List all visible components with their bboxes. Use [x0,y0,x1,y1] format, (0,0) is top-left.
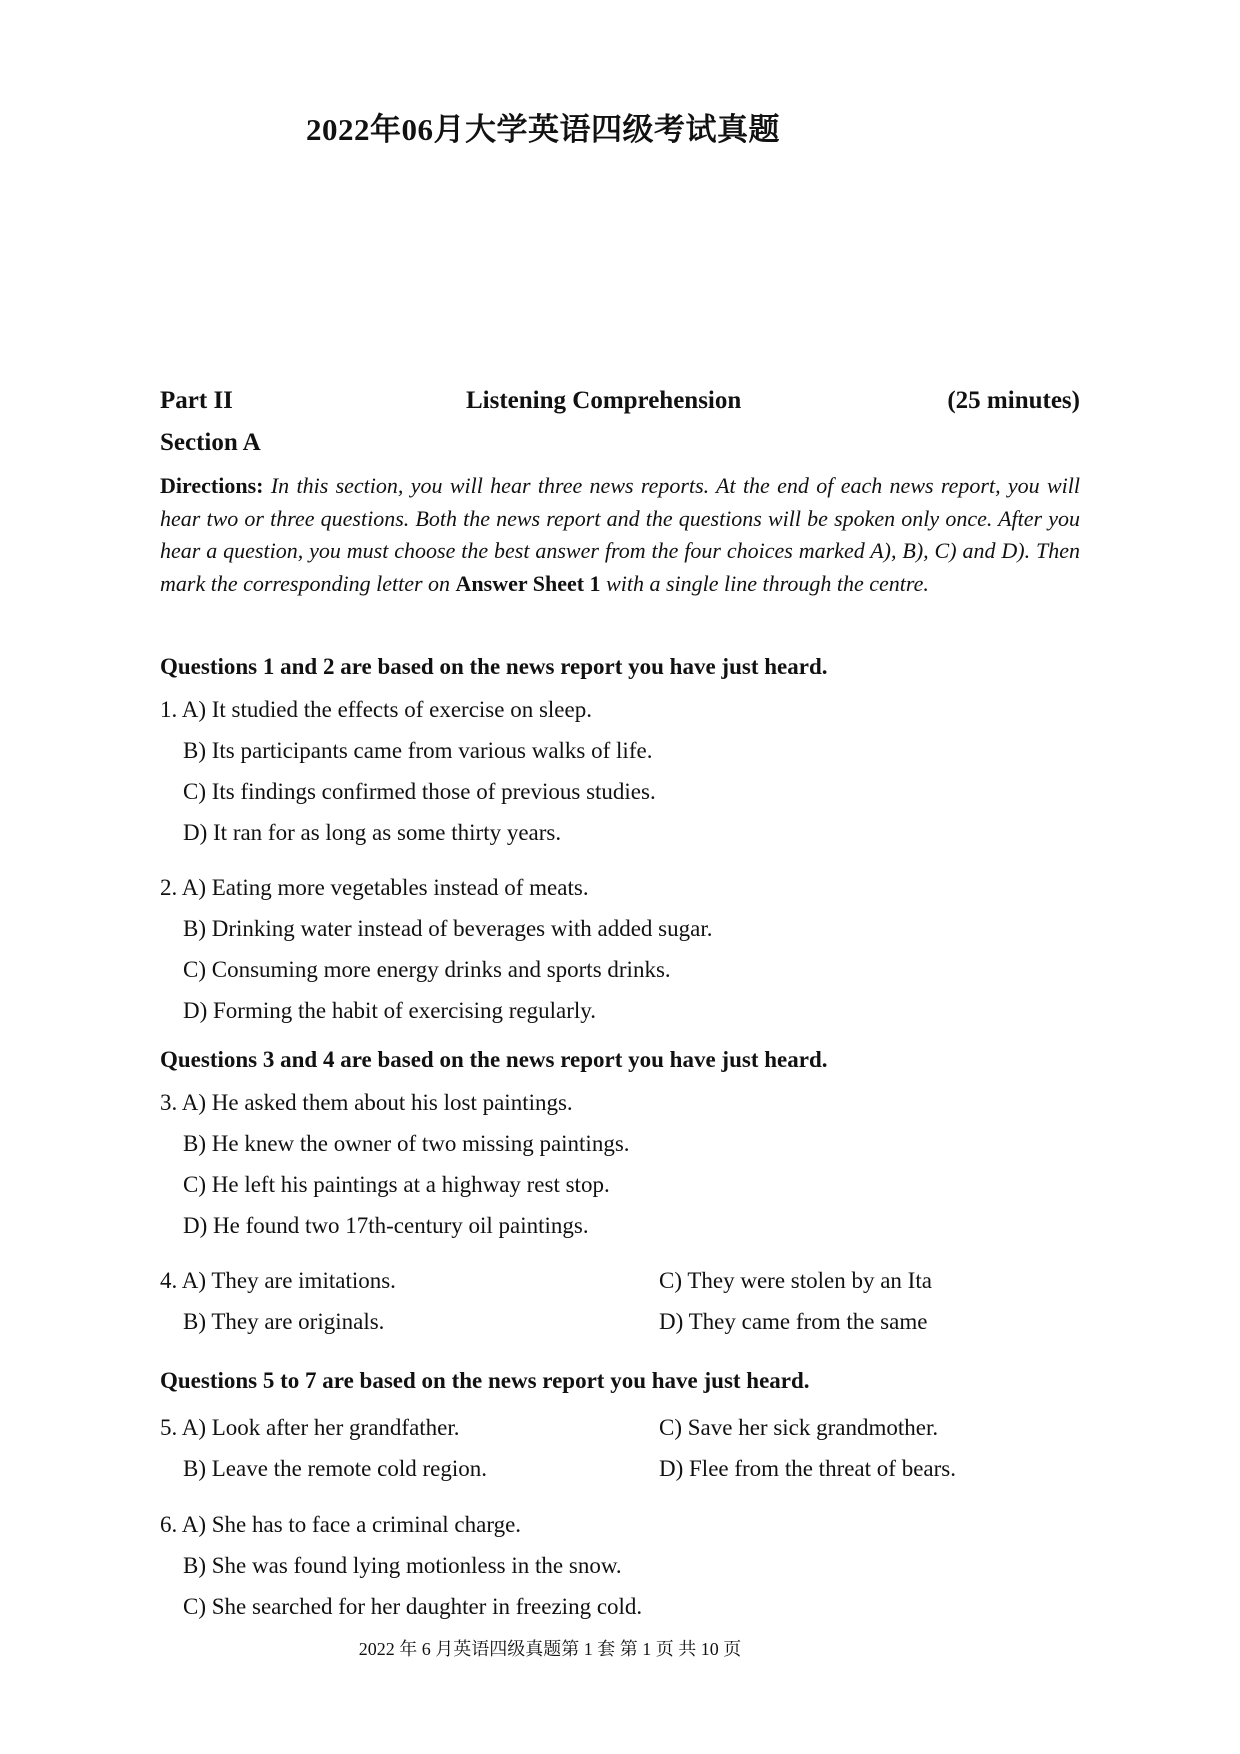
q6-option-b: B) She was found lying motionless in the snow. [183,1553,622,1578]
q6-option-c: C) She searched for her daughter in freezing cold. [183,1594,643,1619]
page-footer: 2022 年 6 月英语四级真题第 1 套 第 1 页 共 10 页 [358,1639,742,1659]
q4-option-d: D) They came from the same [659,1309,928,1334]
q1-option-b: B) Its participants came from various walks of life. [183,738,653,763]
q5-option-b: B) Leave the remote cold region. [183,1456,487,1481]
q3-option-c: C) He left his paintings at a highway rest stop. [183,1172,610,1197]
q4-option-a: 4. A) They are imitations. [160,1268,396,1293]
directions-text-1: In this section, you will hear three news reports. At the end of each news report, you will hear two or three questions. Both the news report and the questions will be spoken only once. After you hear a question, you must choose the best answer from the four choices marked A), B), C) and D). Then mark the corresponding letter on [160,473,1081,596]
q1-option-a: 1. A) It studied the effects of exercise on sleep. [160,697,592,722]
q5-option-d: D) Flee from the threat of bears. [659,1456,956,1481]
q4-option-c: C) They were stolen by an Ita [659,1268,932,1293]
document-title: 2022年06月大学英语四级考试真题 [306,112,780,147]
q2-option-c: C) Consuming more energy drinks and sports drinks. [183,957,671,982]
q5-option-c: C) Save her sick grandmother. [659,1415,939,1440]
q3-option-d: D) He found two 17th-century oil paintings. [183,1213,589,1238]
q1-option-c: C) Its findings confirmed those of previous studies. [183,779,656,804]
q6-option-a: 6. A) She has to face a criminal charge. [160,1512,522,1537]
part-label: Part II [160,387,233,414]
q2-option-a: 2. A) Eating more vegetables instead of meats. [160,875,589,900]
directions-paragraph [160,470,1080,600]
answer-sheet-label: Answer Sheet 1 [455,570,601,596]
question-group-heading: Questions 1 and 2 are based on the news report you have just heard. [160,654,828,679]
q3-option-a: 3. A) He asked them about his lost paintings. [160,1090,573,1115]
q3-option-b: B) He knew the owner of two missing paintings. [183,1131,630,1156]
q2-option-b: B) Drinking water instead of beverages with added sugar. [183,916,713,941]
directions-text-2: with a single line through the centre. [606,570,929,596]
q5-option-a: 5. A) Look after her grandfather. [160,1415,460,1440]
part-time: (25 minutes) [947,387,1080,414]
question-group-heading: Questions 3 and 4 are based on the news report you have just heard. [160,1047,828,1072]
question-group-heading: Questions 5 to 7 are based on the news report you have just heard. [160,1368,810,1393]
q1-option-d: D) It ran for as long as some thirty years. [183,820,562,845]
directions-label: Directions: [160,473,264,498]
section-title: Section A [160,429,261,456]
q2-option-d: D) Forming the habit of exercising regularly. [183,998,597,1023]
part-name: Listening Comprehension [466,387,742,414]
q4-option-b: B) They are originals. [183,1309,385,1334]
